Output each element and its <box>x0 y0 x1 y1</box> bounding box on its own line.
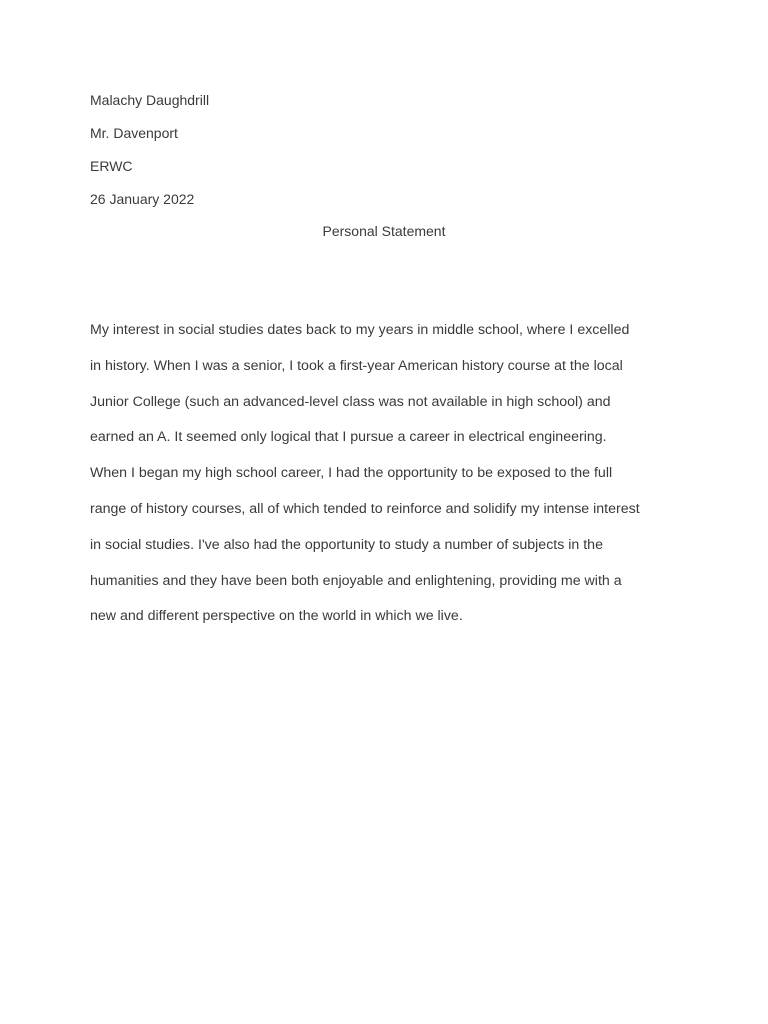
body-line: earned an A. It seemed only logical that I pursue a career in electrical engineering. <box>90 429 607 446</box>
teacher-name: Mr. Davenport <box>90 125 178 141</box>
body-line: humanities and they have been both enjoyable and enlightening, providing me with a <box>90 572 622 589</box>
body-line: new and different perspective on the world in which we live. <box>90 608 463 625</box>
body-line: range of history courses, all of which tended to reinforce and solidify my intense interest <box>90 500 640 517</box>
body-line: in history. When I was a senior, I took a first-year American history course at the local <box>90 357 623 374</box>
body-line: in social studies. I've also had the opportunity to study a number of subjects in the <box>90 536 603 553</box>
heading-block <box>90 92 690 224</box>
body-paragraph <box>90 321 690 643</box>
body-line: When I began my high school career, I had the opportunity to be exposed to the full <box>90 465 613 482</box>
document-date: 26 January 2022 <box>90 191 195 207</box>
document-title: Personal Statement <box>322 223 446 239</box>
course-name: ERWC <box>90 158 133 174</box>
body-line: Junior College (such an advanced-level class was not available in high school) and <box>90 393 611 410</box>
body-line: My interest in social studies dates back to my years in middle school, where I excelled <box>90 322 630 338</box>
student-name: Malachy Daughdrill <box>90 92 210 108</box>
